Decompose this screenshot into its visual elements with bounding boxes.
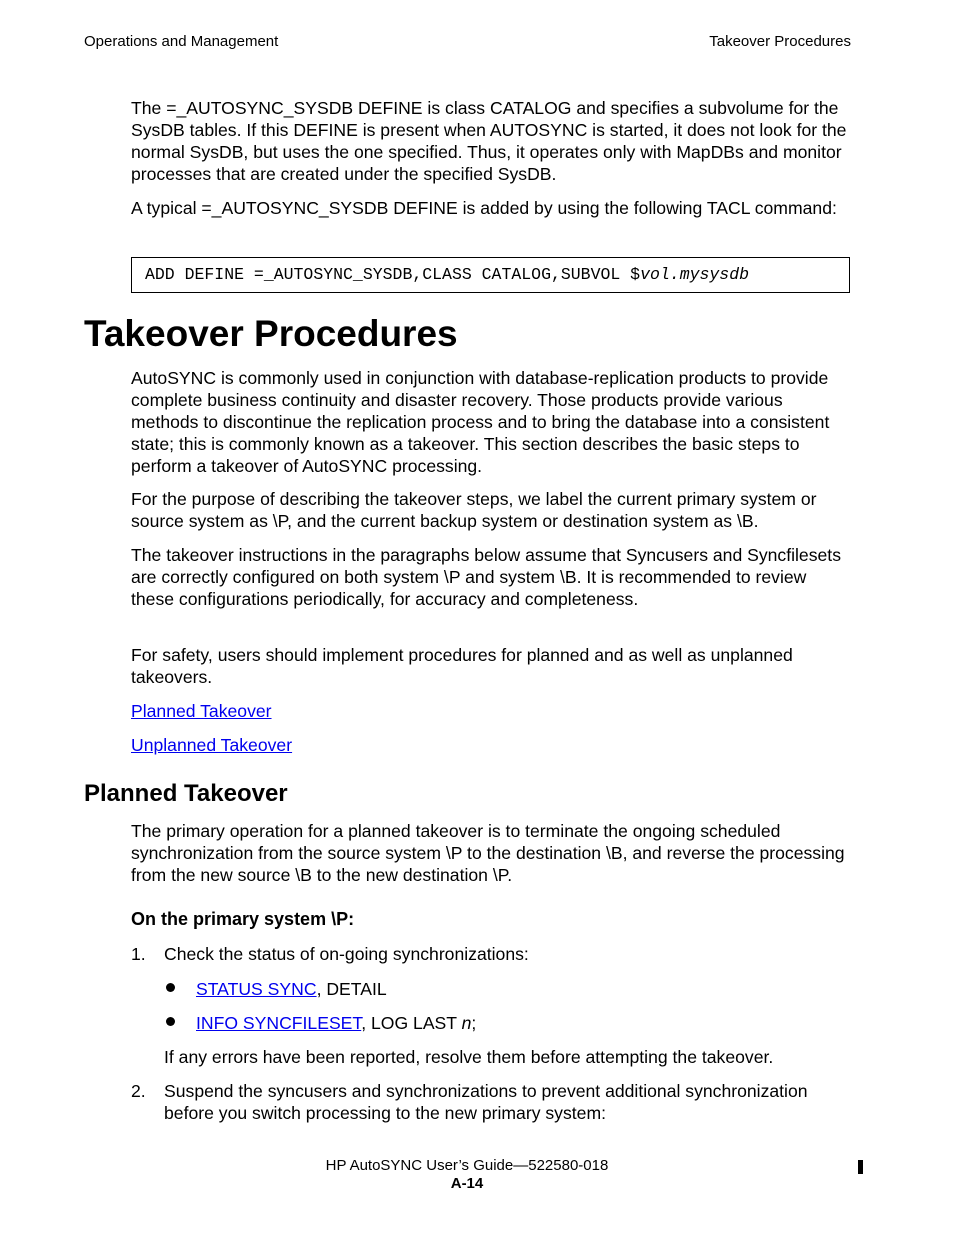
bullet-italic-text: n: [461, 1013, 472, 1033]
section-paragraph-4: For safety, users should implement procedures for planned and as well as unplanned takeovers.: [131, 645, 793, 687]
link-status-sync[interactable]: STATUS SYNC: [196, 979, 317, 999]
link-info-syncfileset[interactable]: INFO SYNCFILESET: [196, 1013, 362, 1033]
bullet-icon: [166, 983, 175, 992]
planned-paragraph: The primary operation for a planned takeover is to terminate the ongoing scheduled synchronization from the source system \P to the destination \B, and reverse the processing from the new source \B to the new destination \P.: [131, 821, 845, 885]
link-planned-takeover-row: [131, 700, 853, 722]
primary-system-subheading: On the primary system \P:: [131, 909, 355, 929]
change-bar: [858, 1160, 863, 1174]
step-1-number: 1.: [131, 944, 146, 964]
bullet-item-info-syncfileset: [196, 1012, 476, 1034]
code-italic-text: vol.mysysdb: [640, 265, 750, 284]
bullet-icon: [166, 1017, 175, 1026]
bullet-item-status-sync: [196, 978, 387, 1000]
footer-guide-title: HP AutoSYNC User’s Guide—522580-018: [325, 1157, 609, 1174]
section-paragraph-3: The takeover instructions in the paragraphs below assume that Syncusers and Syncfilesets are correctly configured on both system \P and system \B. It is recommended to review these configurations periodically, for accuracy and completeness.: [131, 545, 841, 609]
code-block: [131, 257, 850, 293]
intro-paragraph-2: A typical =_AUTOSYNC_SYSDB DEFINE is added by using the following TACL command:: [131, 198, 837, 218]
link-planned-takeover[interactable]: Planned Takeover: [131, 701, 272, 721]
running-header-right: Takeover Procedures: [709, 33, 851, 50]
step-2-text: Suspend the syncusers and synchronizations to prevent additional synchronization before you switch processing to the new primary system:: [164, 1081, 808, 1123]
step-1-note: If any errors have been reported, resolve them before attempting the takeover.: [164, 1047, 774, 1067]
link-unplanned-takeover[interactable]: Unplanned Takeover: [131, 735, 293, 755]
footer-page-number: A-14: [450, 1175, 484, 1192]
section-paragraph-1: AutoSYNC is commonly used in conjunction with database-replication products to provide complete business continuity and disaster recovery. Those products provide various methods to discontinue the replication process and to bring the database into a consistent state; this is commonly known as a takeover. This section describes the basic steps to perform a takeover of AutoSYNC processing.: [131, 368, 830, 476]
code-text: ADD DEFINE =_AUTOSYNC_SYSDB,CLASS CATALOG,SUBVOL $: [145, 265, 641, 284]
link-unplanned-takeover-row: [131, 734, 853, 756]
step-1-text: Check the status of on-going synchronizations:: [164, 944, 529, 964]
running-header-left: Operations and Management: [84, 33, 279, 50]
intro-paragraph-1: The =_AUTOSYNC_SYSDB DEFINE is class CATALOG and specifies a subvolume for the SysDB tables. If this DEFINE is present when AUTOSYNC is started, it does not look for the normal SysDB, but uses the one specified. Thus, it operates only with MapDBs and monitor processes that are created under the specified SysDB.: [131, 98, 847, 184]
section-title: Takeover Procedures: [84, 313, 458, 354]
bullet-rest-text: , DETAIL: [316, 979, 387, 999]
section-paragraph-2: For the purpose of describing the takeover steps, we label the current primary system or source system as \P, and the current backup system or destination system as \B.: [131, 489, 817, 531]
planned-takeover-heading: Planned Takeover: [84, 780, 288, 807]
bullet-tail-text: ;: [471, 1013, 477, 1033]
bullet-rest-text: , LOG LAST: [361, 1013, 462, 1033]
step-2-number: 2.: [131, 1081, 146, 1101]
